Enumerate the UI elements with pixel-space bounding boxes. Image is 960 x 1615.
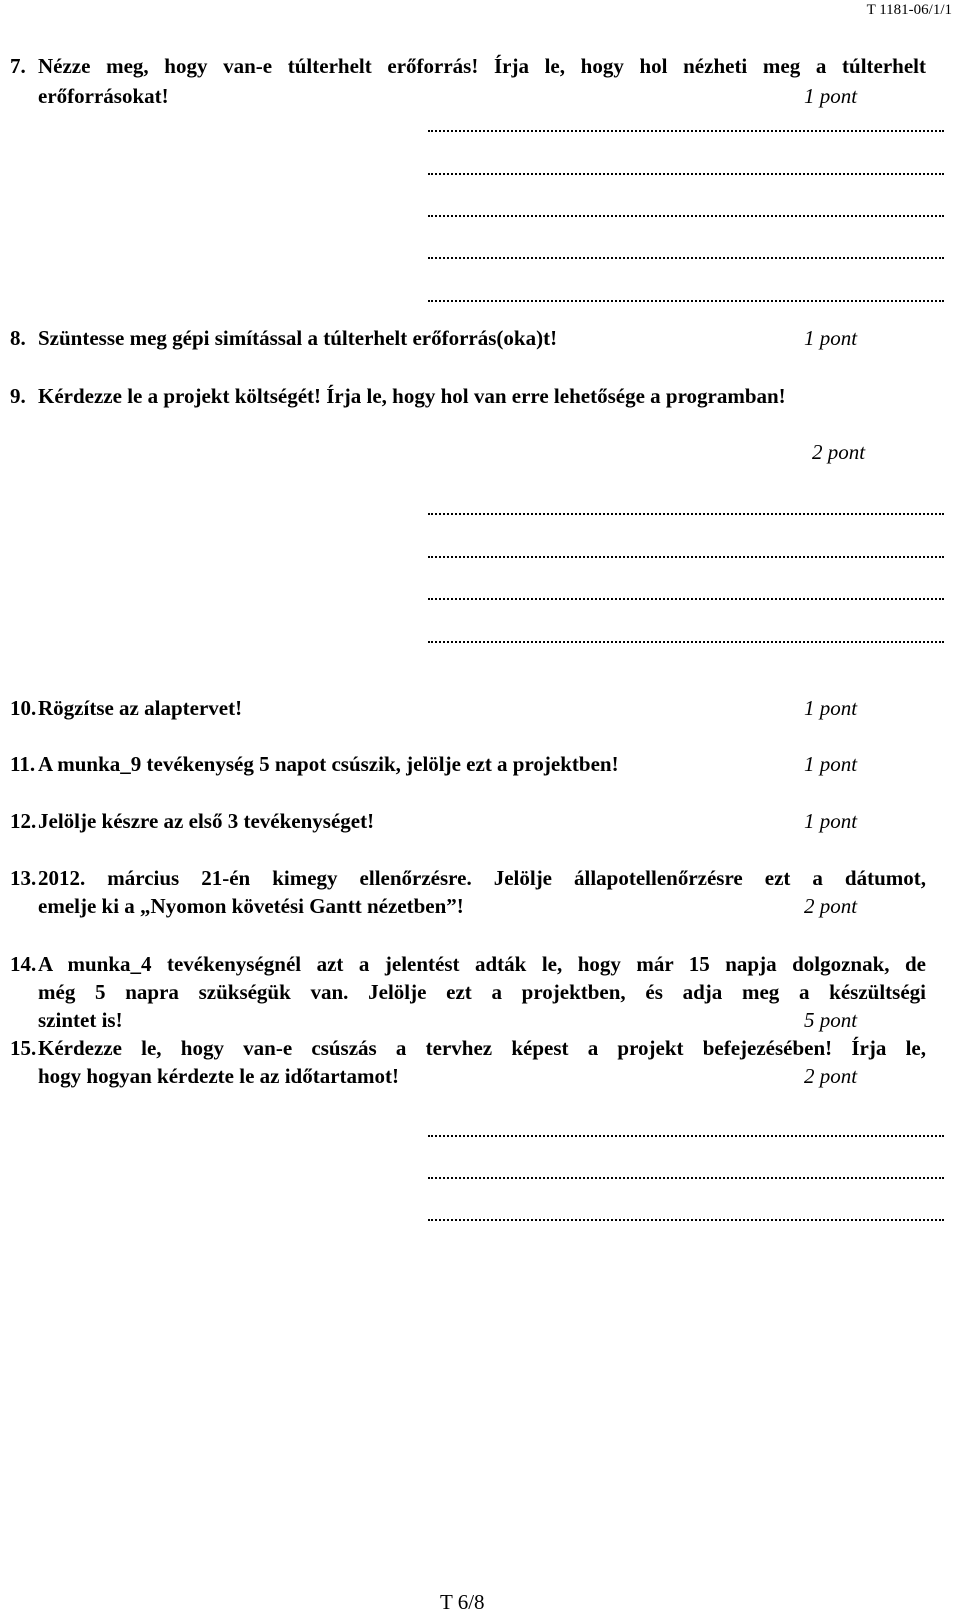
question-14-line-1: A munka_4 tevékenységnél azt a jelentést adták le, hogy már 15 napja dolgoznak, de [38,952,926,976]
answer-line [428,215,944,217]
question-12-points: 1 pont [804,809,858,833]
question-12-text: Jelölje készre az első 3 tevékenységet! [38,809,375,833]
question-15-line-1: Kérdezze le, hogy van-e csúszás a tervhez képest a projekt befejezésében! Írja le, [38,1036,926,1060]
question-11-points: 1 pont [804,752,858,776]
answer-line [428,130,944,132]
answer-line [428,173,944,175]
answer-line [428,1177,944,1179]
question-14-line-3: szintet is! [38,1008,123,1032]
answer-line [428,1135,944,1137]
question-7-points: 1 pont [804,84,858,108]
question-10-points: 1 pont [804,696,858,720]
question-15-line-2: hogy hogyan kérdezte le az időtartamot! [38,1064,400,1088]
question-13-line-2: emelje ki a „Nyomon követési Gantt nézetben”! [38,894,464,918]
question-number-15: 15. [10,1036,37,1060]
question-8-points: 1 pont [804,326,858,350]
question-10-text: Rögzítse az alaptervet! [38,696,243,720]
question-7-line-2: erőforrásokat! [38,84,169,108]
answer-line [428,513,944,515]
question-number-13: 13. [10,866,37,890]
question-number-14: 14. [10,952,37,976]
page-number: T 6/8 [440,1590,485,1614]
question-number-12: 12. [10,809,37,833]
question-number-8: 8. [10,326,26,350]
question-number-10: 10. [10,696,37,720]
answer-line [428,556,944,558]
answer-line [428,300,944,302]
answer-line [428,598,944,600]
question-7-line-1: Nézze meg, hogy van-e túlterhelt erőforrás! Írja le, hogy hol nézheti meg a túlterhelt [38,54,926,78]
question-13-line-1: 2012. március 21-én kimegy ellenőrzésre. Jelölje állapotellenőrzésre ezt a dátumot, [38,866,926,890]
answer-line [428,257,944,259]
question-9-text: Kérdezze le a projekt költségét! Írja le, hogy hol van erre lehetősége a programban! [38,384,786,408]
question-number-11: 11. [10,752,36,776]
answer-line [428,641,944,643]
question-number-9: 9. [10,384,26,408]
question-15-points: 2 pont [804,1064,858,1088]
document-code: T 1181-06/1/1 [866,2,952,18]
question-9-points: 2 pont [812,440,866,464]
question-14-points: 5 pont [804,1008,858,1032]
question-8-text: Szüntesse meg gépi simítással a túlterhelt erőforrás(oka)t! [38,326,558,350]
question-11-text: A munka_9 tevékenység 5 napot csúszik, jelölje ezt a projektben! [38,752,619,776]
question-14-line-2: még 5 napra szükségük van. Jelölje ezt a projektben, és adja meg a készültségi [38,980,926,1004]
question-number-7: 7. [10,54,26,78]
answer-line [428,1219,944,1221]
question-13-points: 2 pont [804,894,858,918]
